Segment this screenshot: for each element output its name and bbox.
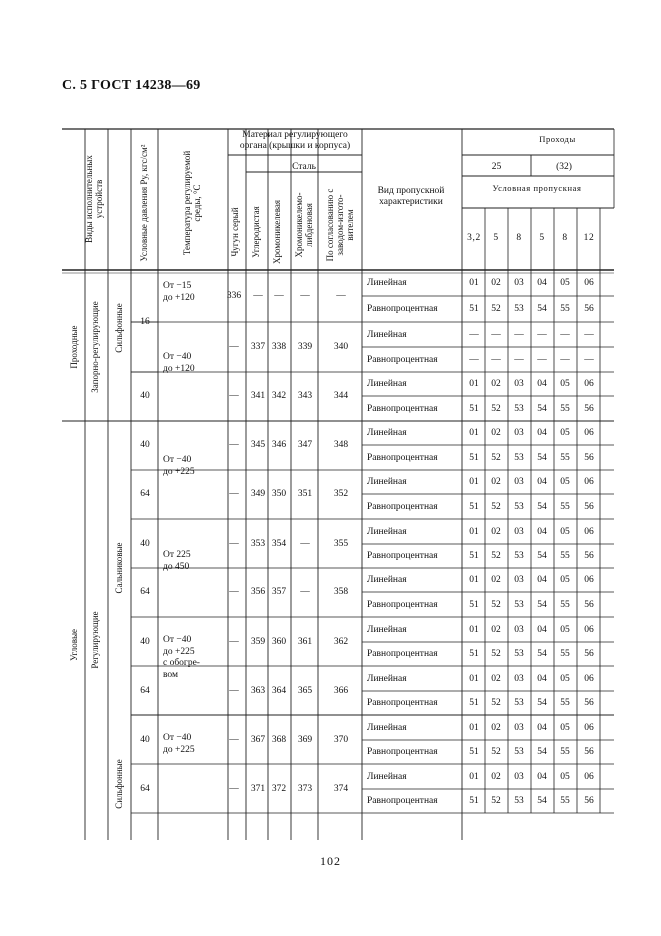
material-code: 366 [333, 686, 349, 696]
code-cell: 56 [584, 698, 594, 708]
characteristic-label: Равнопроцентная [367, 354, 438, 365]
col-d32: (32) [556, 162, 572, 172]
code-cell: 53 [514, 796, 524, 806]
code-cell: 53 [514, 452, 524, 463]
characteristic-label: Линейная [367, 477, 407, 487]
material-code: 373 [297, 784, 313, 794]
material-code: 362 [333, 637, 349, 647]
code-cell: 01 [469, 575, 479, 585]
code-cell: 03 [514, 428, 524, 438]
material-code: — [229, 489, 239, 499]
code-cell: 01 [469, 477, 479, 487]
code-cell: 04 [537, 673, 547, 684]
material-code: 371 [250, 784, 266, 794]
temperature-line: до 450 [163, 561, 190, 572]
temperature-line: От −40 [163, 455, 192, 465]
code-cell: 54 [537, 501, 547, 512]
code-cell: 04 [537, 624, 547, 635]
code-cell: 06 [584, 575, 594, 585]
code-cell: — [560, 329, 570, 340]
code-cell: 05 [560, 771, 570, 782]
material-code: 368 [271, 735, 287, 745]
characteristic-label: Равнопроцентная [367, 599, 438, 610]
code-cell: 05 [560, 673, 570, 684]
material-code: 370 [333, 735, 349, 745]
code-cell: 56 [584, 796, 594, 806]
pressure-value: 40 [140, 391, 150, 401]
code-cell: 52 [491, 796, 501, 806]
temperature-line: От −40 [163, 352, 192, 362]
code-cell: 04 [537, 379, 547, 389]
code-cell: 03 [514, 526, 524, 537]
pressure-value: 40 [140, 539, 150, 549]
code-cell: 01 [469, 722, 479, 733]
code-cell: 04 [537, 575, 547, 585]
code-cell: 06 [584, 526, 594, 537]
code-cell: 02 [491, 379, 501, 389]
temperature-line: до +225 [163, 466, 195, 477]
code-cell: 03 [514, 673, 524, 684]
code-cell: 01 [469, 771, 479, 782]
code-cell: 52 [491, 403, 501, 414]
material-code: 340 [333, 342, 349, 352]
material-code: — [253, 291, 263, 301]
pressure-value: 64 [140, 587, 150, 597]
code-cell: 55 [560, 599, 570, 610]
code-cell: 56 [584, 599, 594, 610]
code-cell: 04 [537, 278, 547, 288]
capacity-value: 5 [539, 233, 545, 243]
material-code: 365 [297, 686, 313, 696]
code-cell: 54 [537, 452, 547, 463]
group-silfonnye: Сильфонные [114, 303, 125, 353]
code-cell: 53 [514, 551, 524, 561]
temperature-line: От −40 [163, 733, 192, 743]
material-code: 342 [271, 391, 287, 401]
code-cell: 02 [491, 477, 501, 487]
characteristic-label: Равнопроцентная [367, 747, 438, 757]
col-capacity: Условная пропускная [492, 183, 582, 193]
material-code: 355 [333, 539, 349, 549]
characteristic-label: Равнопроцентная [367, 304, 438, 314]
code-cell: — [584, 329, 594, 340]
page-header: С. 5 ГОСТ 14238—69 [62, 78, 201, 93]
material-code: — [300, 539, 310, 549]
code-cell: 03 [514, 624, 524, 635]
code-cell: 52 [491, 551, 501, 561]
pressure-value: 64 [140, 489, 150, 499]
col-by-agreement: По согласованию с заводом-изгото- вителем [325, 188, 355, 262]
material-code: 363 [250, 686, 266, 696]
group-uglovye: Угловые [69, 628, 80, 662]
code-cell: 54 [537, 796, 547, 806]
code-cell: 52 [491, 501, 501, 512]
code-cell: 05 [560, 722, 570, 733]
material-code: — [300, 587, 310, 597]
code-cell: 05 [560, 526, 570, 537]
col-device-type: Виды исполнительных устройств [84, 155, 104, 243]
capacity-value: 5 [493, 233, 499, 243]
code-cell: 51 [469, 747, 479, 757]
code-cell: 51 [469, 452, 479, 463]
code-cell: 06 [584, 428, 594, 438]
pressure-value: 40 [140, 637, 150, 647]
material-code: 353 [250, 539, 266, 549]
code-cell: 05 [560, 575, 570, 585]
col-cast-iron: Чугун серый [230, 207, 241, 257]
code-cell: 55 [560, 452, 570, 463]
code-cell: 03 [514, 379, 524, 389]
characteristic-label: Линейная [367, 575, 407, 585]
material-code: — [229, 637, 239, 647]
code-cell: 53 [514, 403, 524, 414]
material-code: 345 [250, 440, 266, 450]
code-cell: — [514, 329, 524, 340]
material-code: — [229, 784, 239, 794]
code-cell: 01 [469, 526, 479, 537]
material-code: 358 [333, 587, 349, 597]
col-passages: Проходы [539, 134, 576, 144]
characteristic-label: Линейная [367, 624, 407, 635]
code-cell: 03 [514, 771, 524, 782]
material-code: 360 [271, 637, 287, 647]
code-cell: 55 [560, 304, 570, 314]
code-cell: 55 [560, 551, 570, 561]
code-cell: 01 [469, 673, 479, 684]
code-cell: 02 [491, 624, 501, 635]
characteristic-label: Линейная [367, 722, 407, 733]
characteristic-label: Равнопроцентная [367, 403, 438, 414]
characteristic-label: Линейная [367, 278, 407, 288]
code-cell: — [537, 354, 547, 365]
code-cell: 04 [537, 771, 547, 782]
material-code: 339 [297, 342, 313, 352]
group-reguliruyushchie: Регулирующие [90, 611, 101, 669]
material-code: 367 [250, 735, 266, 745]
capacity-value: 12 [583, 233, 595, 243]
code-cell: — [560, 354, 570, 365]
material-code: 343 [297, 391, 313, 401]
code-cell: 05 [560, 624, 570, 635]
col-temperature: Температура регулируемой среды, °С [182, 150, 202, 256]
material-code: — [300, 291, 310, 301]
material-code: — [229, 391, 239, 401]
temperature-line: с обогре- [163, 658, 200, 668]
capacity-value: 3,2 [467, 233, 481, 243]
group-prohodnye: Проходные [69, 325, 80, 369]
temperature-line: до +120 [163, 292, 195, 303]
material-code: — [229, 735, 239, 745]
characteristic-label: Линейная [367, 526, 407, 537]
col-characteristic: Вид пропускной характеристики [377, 186, 445, 207]
material-code: 341 [250, 391, 266, 401]
code-cell: 56 [584, 501, 594, 512]
code-cell: 51 [469, 304, 479, 314]
material-code: 346 [271, 440, 287, 450]
material-code: — [229, 342, 239, 352]
code-cell: 04 [537, 722, 547, 733]
code-cell: 02 [491, 278, 501, 288]
code-cell: 03 [514, 575, 524, 585]
col-pressure: Условные давления Pу, кгс/см² [139, 144, 150, 262]
temperature-line: От −15 [163, 281, 192, 291]
material-code: 372 [271, 784, 287, 794]
code-cell: 06 [584, 624, 594, 635]
code-cell: 53 [514, 649, 524, 659]
material-code: 338 [271, 342, 287, 352]
code-cell: 56 [584, 551, 594, 561]
col-steel: Сталь [292, 162, 316, 172]
code-cell: 02 [491, 526, 501, 537]
code-cell: 02 [491, 722, 501, 733]
characteristic-label: Линейная [367, 771, 407, 782]
code-cell: 52 [491, 304, 501, 314]
group-silfonnye-2: Сильфонные [114, 759, 125, 809]
code-cell: 54 [537, 599, 547, 610]
code-cell: 56 [584, 304, 594, 314]
characteristic-label: Линейная [367, 379, 407, 389]
code-cell: — [469, 329, 479, 340]
characteristic-label: Линейная [367, 673, 407, 684]
code-cell: 56 [584, 747, 594, 757]
code-cell: 05 [560, 379, 570, 389]
col-chrome-nickel-moly: Хромоникелемо- либденовая [294, 192, 314, 258]
material-code: — [229, 539, 239, 549]
code-cell: 51 [469, 649, 479, 659]
temperature-line: вом [163, 669, 179, 680]
code-cell: 02 [491, 575, 501, 585]
material-code: 337 [250, 342, 266, 352]
material-code: 348 [333, 440, 349, 450]
code-cell: 06 [584, 771, 594, 782]
characteristic-label: Равнопроцентная [367, 796, 438, 806]
temperature-line: до +225 [163, 646, 195, 657]
characteristic-label: Равнопроцентная [367, 649, 438, 659]
code-cell: 02 [491, 673, 501, 684]
code-cell: 51 [469, 551, 479, 561]
page-number: 102 [320, 854, 341, 868]
code-cell: 52 [491, 747, 501, 757]
code-cell: 04 [537, 477, 547, 487]
code-cell: 54 [537, 403, 547, 414]
material-code: 357 [271, 587, 287, 597]
code-cell: — [491, 329, 501, 340]
characteristic-label: Линейная [367, 329, 407, 340]
characteristic-label: Равнопроцентная [367, 501, 438, 512]
material-code: 350 [271, 489, 287, 499]
material-code: 364 [271, 686, 287, 696]
code-cell: 56 [584, 403, 594, 414]
col-material-group: Материал регулирующего органа (крышки и корпуса) [239, 130, 351, 151]
code-cell: 51 [469, 599, 479, 610]
material-code: 336 [226, 291, 242, 301]
code-cell: — [584, 354, 594, 365]
code-cell: 56 [584, 452, 594, 463]
col-chrome-nickel: Хромоникелевая [272, 199, 283, 265]
pressure-value: 16 [140, 317, 150, 327]
material-code: 344 [333, 391, 349, 401]
code-cell: 56 [584, 649, 594, 659]
code-cell: 55 [560, 796, 570, 806]
code-cell: 53 [514, 747, 524, 757]
code-cell: 05 [560, 428, 570, 438]
group-salnikovye: Сальниковые [114, 542, 125, 594]
code-cell: — [469, 354, 479, 365]
code-cell: 01 [469, 278, 479, 288]
code-cell: 06 [584, 379, 594, 389]
code-cell: 55 [560, 501, 570, 512]
code-cell: 04 [537, 526, 547, 537]
material-code: — [229, 440, 239, 450]
code-cell: 03 [514, 722, 524, 733]
code-cell: 06 [584, 673, 594, 684]
code-cell: 01 [469, 379, 479, 389]
material-code: — [229, 587, 239, 597]
code-cell: 05 [560, 278, 570, 288]
code-cell: 06 [584, 722, 594, 733]
code-cell: 53 [514, 599, 524, 610]
code-cell: 02 [491, 428, 501, 438]
code-cell: 55 [560, 698, 570, 708]
code-cell: 51 [469, 698, 479, 708]
material-code: 369 [297, 735, 313, 745]
group-zaporno: Запорно-регулирующие [90, 301, 101, 393]
characteristic-label: Линейная [367, 428, 407, 438]
material-code: 352 [333, 489, 349, 499]
capacity-value: 8 [516, 233, 522, 243]
material-code: — [274, 291, 284, 301]
col-d25: 25 [491, 162, 502, 172]
code-cell: 53 [514, 501, 524, 512]
pressure-value: 64 [140, 784, 150, 794]
code-cell: — [537, 329, 547, 340]
capacity-value: 8 [562, 233, 568, 243]
material-code: — [336, 291, 346, 301]
code-cell: 53 [514, 698, 524, 708]
code-cell: 54 [537, 747, 547, 757]
material-code: — [229, 686, 239, 696]
characteristic-label: Равнопроцентная [367, 551, 438, 561]
material-code: 349 [250, 489, 266, 499]
code-cell: 52 [491, 452, 501, 463]
temperature-line: От 225 [163, 550, 191, 560]
temperature-line: до +120 [163, 363, 195, 374]
code-cell: 54 [537, 649, 547, 659]
code-cell: 03 [514, 477, 524, 487]
code-cell: 06 [584, 477, 594, 487]
material-code: 354 [271, 539, 287, 549]
code-cell: 53 [514, 304, 524, 314]
col-carbon: Углеродистая [251, 206, 262, 258]
code-cell: 01 [469, 428, 479, 438]
pressure-value: 64 [140, 686, 150, 696]
code-cell: 54 [537, 698, 547, 708]
code-cell: 03 [514, 278, 524, 288]
code-cell: 54 [537, 551, 547, 561]
material-code: 356 [250, 587, 266, 597]
pressure-value: 40 [140, 735, 150, 745]
code-cell: 55 [560, 403, 570, 414]
code-cell: 55 [560, 649, 570, 659]
code-cell: 06 [584, 278, 594, 288]
pressure-value: 40 [140, 440, 150, 450]
code-cell: 51 [469, 796, 479, 806]
material-code: 361 [297, 637, 313, 647]
temperature-line: От −40 [163, 635, 192, 645]
code-cell: 04 [537, 428, 547, 438]
material-code: 374 [333, 784, 349, 794]
code-cell: 55 [560, 747, 570, 757]
code-cell: 52 [491, 649, 501, 659]
code-cell: 51 [469, 403, 479, 414]
material-code: 359 [250, 637, 266, 647]
characteristic-label: Равнопроцентная [367, 452, 438, 463]
characteristic-label: Равнопроцентная [367, 698, 438, 708]
code-cell: — [491, 354, 501, 365]
material-code: 351 [297, 489, 313, 499]
temperature-line: до +225 [163, 744, 195, 755]
code-cell: 05 [560, 477, 570, 487]
code-cell: 52 [491, 698, 501, 708]
material-code: 347 [297, 440, 313, 450]
code-cell: — [514, 354, 524, 365]
code-cell: 01 [469, 624, 479, 635]
code-cell: 02 [491, 771, 501, 782]
code-cell: 54 [537, 304, 547, 314]
code-cell: 52 [491, 599, 501, 610]
code-cell: 51 [469, 501, 479, 512]
